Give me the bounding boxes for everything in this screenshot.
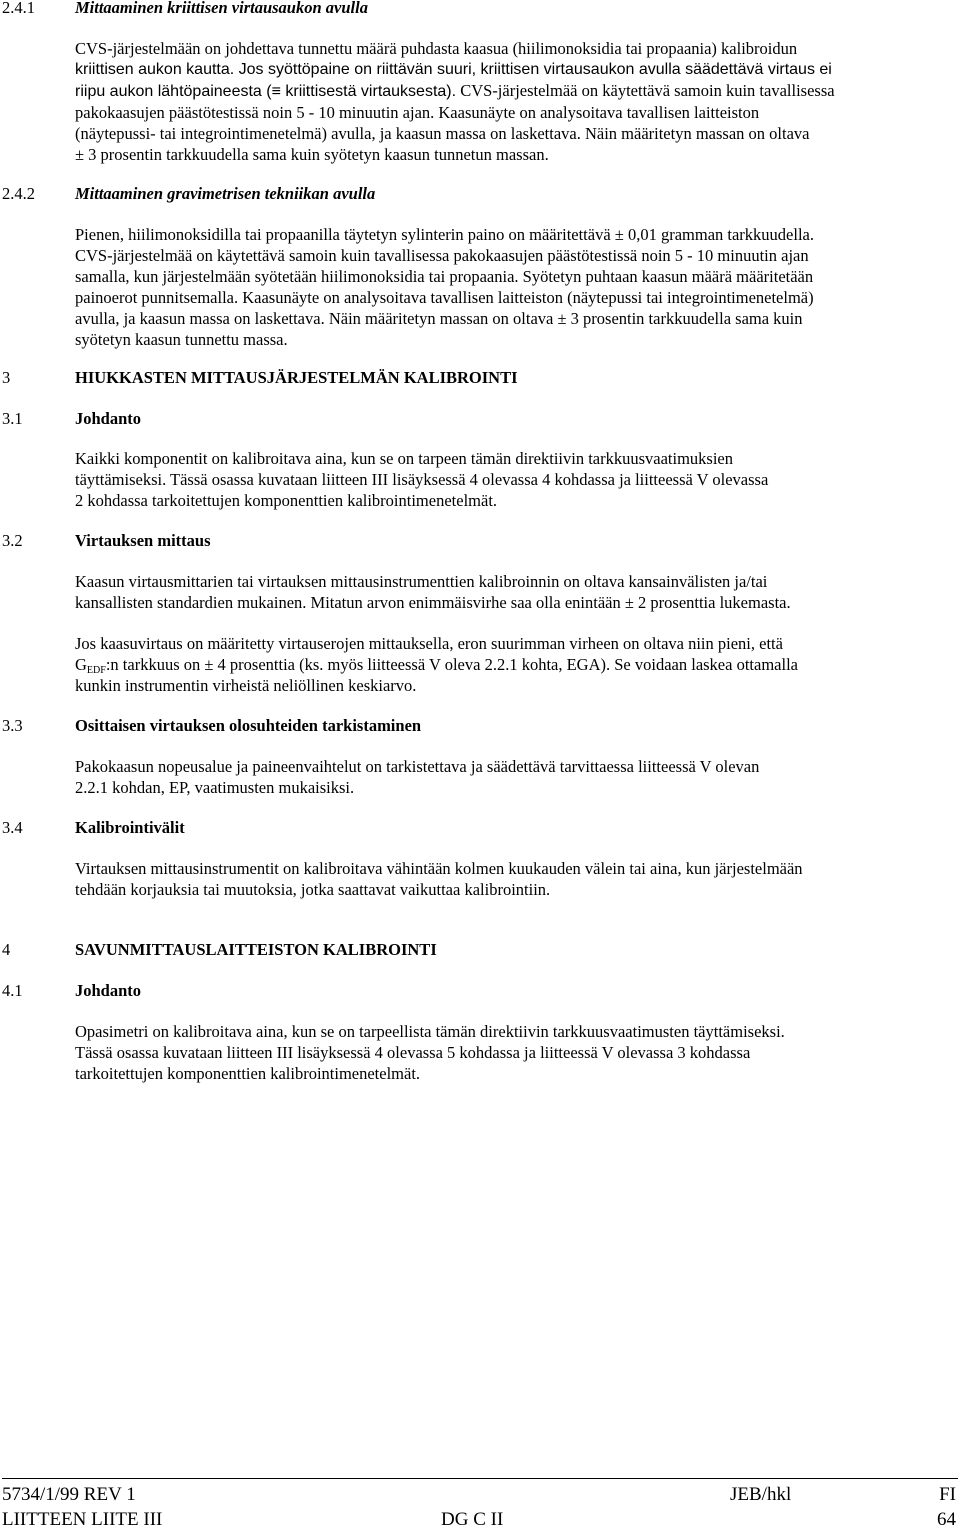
- chapter-heading: SAVUNMITTAUSLAITTEISTON KALIBROINTI: [75, 940, 437, 959]
- annex-label: LIITTEEN LIITE III: [2, 1509, 163, 1530]
- directorate-label: DG C II: [441, 1509, 504, 1530]
- text-line: avulla, ja kaasun massa on laskettava. Näin määritetyn massan on oltava ± 3 prosentin tarkkuudella sama kuin: [75, 309, 803, 328]
- section-number: 2.4.2: [2, 184, 35, 203]
- paragraph: [75, 1021, 955, 1084]
- section-number: 3.2: [2, 531, 23, 550]
- text-line: kansallisten standardien mukainen. Mitatun arvon enimmäisvirhe saa olla enintään ± 2 prosenttia lukemasta.: [75, 593, 791, 612]
- doc-reference: 5734/1/99 REV 1: [2, 1484, 136, 1505]
- text-line: Kaikki komponentit on kalibroitava aina, kun se on tarpeen tämän direktiivin tarkkuusvaatimuksien: [75, 449, 734, 468]
- text-line: (näytepussi- tai integrointimenetelmä) avulla, ja kaasun massa on laskettava. Näin määritetyn massan on oltava: [75, 124, 810, 143]
- text-line: Kaasun virtausmittarien tai virtauksen mittausinstrumenttien kalibroinnin on oltava kansainvälisten ja/tai: [75, 572, 768, 591]
- text-line: Opasimetri on kalibroitava aina, kun se on tarpeellista tämän direktiivin tarkkuusvaatimusten täyttämiseksi.: [75, 1022, 785, 1041]
- paragraph: [75, 448, 955, 511]
- text-span: riipu aukon lähtöpaineesta (≡ kriittisestä virtauksesta).: [75, 83, 457, 100]
- text-line: 2 kohdassa tarkoitettujen komponenttien kalibrointimenetelmät.: [75, 491, 498, 510]
- text-line: CVS-järjestelmää on käytettävä samoin kuin tavallisessa pakokaasujen päästötestissä noin 5 - 10 minuutin ajan: [75, 246, 809, 265]
- section-heading: Mittaaminen kriittisen virtausaukon avulla: [75, 0, 368, 17]
- text-line: tarkoitettujen komponenttien kalibrointimenetelmät.: [75, 1064, 421, 1083]
- section-heading: Kalibrointivälit: [75, 818, 185, 837]
- section-heading: Mittaaminen gravimetrisen tekniikan avulla: [75, 184, 376, 203]
- text-line: ± 3 prosentin tarkkuudella sama kuin syötetyn kaasun tunnetun massan.: [75, 145, 549, 164]
- page-number: 64: [937, 1509, 956, 1530]
- author-initials: JEB/hkl: [730, 1484, 792, 1505]
- section-heading: Johdanto: [75, 409, 142, 428]
- text-line: Pakokaasun nopeusalue ja paineenvaihtelut on tarkistettava ja säädettävä tarvittaessa liitteessä V olevan: [75, 757, 760, 776]
- text-line: Jos kaasuvirtaus on määritetty virtauserojen mittauksella, eron suurimman virheen on oltava niin pieni, että: [75, 634, 783, 653]
- text-line: Pienen, hiilimonoksidilla tai propaanilla täytetyn sylinterin paino on määritettävä ± 0,01 gramman tarkkuudella.: [75, 225, 814, 244]
- text-line: kunkin instrumentin virheistä neliöllinen keskiarvo.: [75, 676, 417, 695]
- text-line: samalla, kun järjestelmään syötetään hiilimonoksidia tai propaania. Syötetyn puhtaan kaasun määrä määritetään: [75, 267, 814, 286]
- chapter-number: 4: [2, 940, 11, 959]
- paragraph: [75, 224, 955, 350]
- text-line: täyttämiseksi. Tässä osassa kuvataan liitteen III lisäyksessä 4 olevassa 4 kohdassa ja liitteessä V olevassa: [75, 470, 769, 489]
- paragraph: [75, 633, 955, 696]
- paragraph: [75, 858, 955, 900]
- chapter-number: 3: [2, 368, 11, 387]
- text-line: Virtauksen mittausinstrumentit on kalibroitava vähintään kolmen kuukauden välein tai aina, kun järjestelmään: [75, 859, 803, 878]
- text-line: [75, 80, 955, 102]
- section-heading: Osittaisen virtauksen olosuhteiden tarkistaminen: [75, 716, 422, 735]
- text-line: CVS-järjestelmään on johdettava tunnettu määrä puhdasta kaasua (hiilimonoksidia tai propaania) kalibroidun: [75, 39, 798, 58]
- subscript: EDF: [86, 665, 106, 676]
- chapter-heading: HIUKKASTEN MITTAUSJÄRJESTELMÄN KALIBROINTI: [75, 368, 518, 387]
- text-line: 2.2.1 kohdan, EP, vaatimusten mukaisiksi.: [75, 778, 355, 797]
- text-span: :n tarkkuus on ± 4 prosenttia (ks. myös liitteessä V oleva 2.2.1 kohta, EGA). Se voidaan laskea ottamalla: [105, 655, 798, 674]
- language-code: FI: [939, 1484, 956, 1505]
- text-span: CVS-järjestelmää on käytettävä samoin kuin tavallisessa: [456, 81, 835, 100]
- text-line: pakokaasujen päästötestissä noin 5 - 10 minuutin ajan. Kaasunäyte on analysoitava tavallisen laitteiston: [75, 103, 760, 122]
- section-heading: Virtauksen mittaus: [75, 531, 211, 550]
- text-line: Tässä osassa kuvataan liitteen III lisäyksessä 4 olevassa 5 kohdassa ja liitteessä V olevassa 3 kohdassa: [75, 1043, 751, 1062]
- section-number: 3.1: [2, 409, 23, 428]
- paragraph: [75, 571, 955, 613]
- text-line: kriittisen aukon kautta. Jos syöttöpaine on riittävän suuri, kriittisen virtausaukon avulla säädettävä virtaus ei: [75, 61, 832, 78]
- symbol: G: [75, 655, 87, 674]
- paragraph: [75, 38, 955, 165]
- section-number: 3.3: [2, 716, 23, 735]
- text-line: syötetyn kaasun tunnettu massa.: [75, 330, 288, 349]
- section-number: 3.4: [2, 818, 23, 837]
- text-line: painoerot punnitsemalla. Kaasunäyte on analysoitava tavallisen laitteiston (näytepussi tai integrointimenetelmä): [75, 288, 814, 307]
- text-line: [75, 654, 955, 675]
- section-number: 4.1: [2, 981, 23, 1000]
- section-heading: Johdanto: [75, 981, 142, 1000]
- paragraph: [75, 756, 955, 798]
- text-line: tehdään korjauksia tai muutoksia, jotka saattavat vaikuttaa kalibrointiin.: [75, 880, 551, 899]
- footer-rule: [2, 1478, 958, 1479]
- section-number: 2.4.1: [2, 0, 35, 17]
